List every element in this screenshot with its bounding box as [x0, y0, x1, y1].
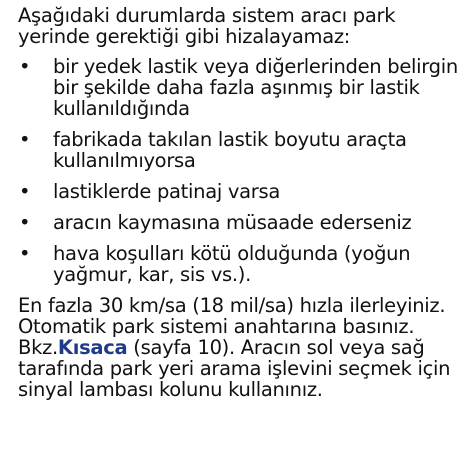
list-item-text: fabrikada takılan lastik boyutu araçta kullanılmıyorsa	[53, 128, 407, 172]
kisaca-reference-link[interactable]: Kısaca	[57, 336, 128, 359]
instruction-text-before-ref: En fazla 30 km/sa (18 mil/sa) hızla ilerleyiniz. Otomatik park sistemi anahtarına basınız. Bkz.	[18, 294, 446, 359]
list-item	[18, 56, 458, 119]
list-item	[18, 181, 458, 202]
list-item-text: aracın kaymasına müsaade ederseniz	[53, 211, 412, 234]
list-item	[18, 212, 458, 233]
bullet-icon: •	[19, 55, 31, 78]
bullet-icon: •	[19, 242, 31, 265]
instruction-paragraph	[18, 295, 458, 400]
bullet-icon: •	[19, 211, 31, 234]
bullet-icon: •	[19, 180, 31, 203]
list-item-text: hava koşulları kötü olduğunda (yoğun yağmur, kar, sis vs.).	[53, 242, 411, 286]
list-item-text: lastiklerde patinaj varsa	[53, 180, 280, 203]
manual-page	[18, 5, 458, 400]
list-item	[18, 243, 458, 285]
condition-list	[18, 56, 458, 285]
list-item-text: bir yedek lastik veya diğerlerinden belirgin bir şekilde daha fazla aşınmış bir lastik kullanıldığında	[53, 55, 458, 120]
instruction-text-after-ref: (sayfa 10). Aracın sol veya sağ tarafında park yeri arama işlevini seçmek için sinyal lambası kolunu kullanınız.	[18, 336, 451, 401]
list-item	[18, 129, 458, 171]
intro-text: Aşağıdaki durumlarda sistem aracı park yerinde gerektiği gibi hizalayamaz:	[18, 4, 396, 48]
bullet-icon: •	[19, 128, 31, 151]
